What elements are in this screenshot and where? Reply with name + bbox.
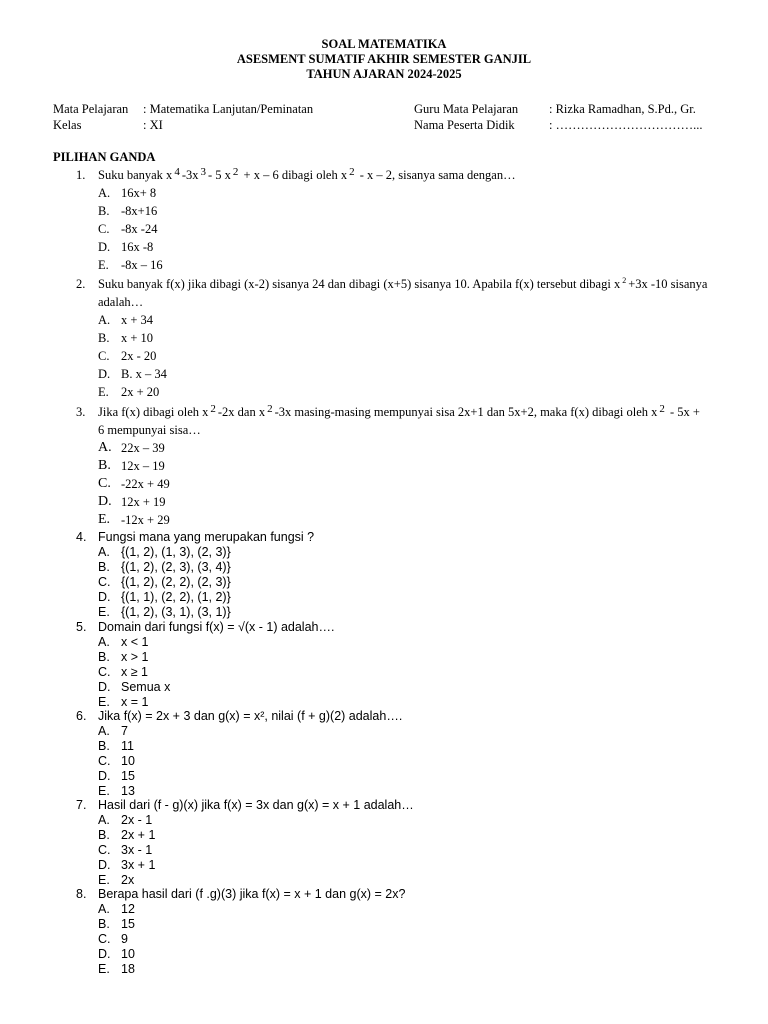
option-e[interactable] — [0, 605, 768, 620]
class-label: Kelas — [53, 118, 82, 132]
option-text: 2x - 1 — [121, 813, 153, 827]
option-letter: D. — [98, 858, 111, 872]
option-b[interactable] — [0, 202, 768, 220]
option-text: 12 — [121, 902, 135, 916]
option-letter: E. — [98, 784, 110, 798]
question-number: 7. — [76, 798, 87, 812]
question-text: Fungsi mana yang merupakan fungsi ? — [98, 530, 315, 544]
option-letter: D. — [98, 590, 111, 604]
exam-header — [0, 37, 768, 82]
question-text-part: Jika f(x) dibagi oleh x — [98, 405, 209, 419]
option-b[interactable] — [0, 739, 768, 754]
option-letter: C. — [98, 932, 111, 946]
question-text: Hasil dari (f - g)(x) jika f(x) = 3x dan g(x) = x + 1 adalah… — [98, 798, 414, 812]
option-text: x + 34 — [121, 313, 154, 327]
option-d[interactable] — [0, 680, 768, 695]
question-text: Domain dari fungsi f(x) = √(x - 1) adalah…. — [98, 620, 335, 634]
question-text-part: + x – 6 dibagi oleh x — [240, 168, 348, 182]
option-text: 10 — [121, 947, 135, 961]
option-letter: B. — [98, 828, 110, 842]
option-a[interactable] — [0, 635, 768, 650]
option-letter: C. — [98, 476, 111, 491]
option-text: -22x + 49 — [121, 477, 170, 491]
option-text: {(1, 2), (1, 3), (2, 3)} — [121, 545, 231, 559]
option-b[interactable] — [0, 828, 768, 843]
question-text-part: - 5x + — [666, 405, 700, 419]
question-2 — [0, 275, 768, 401]
option-text: 2x + 20 — [121, 385, 160, 399]
option-text: 18 — [121, 962, 135, 976]
question-text: Berapa hasil dari (f .g)(3) jika f(x) = x + 1 dan g(x) = 2x? — [98, 887, 406, 901]
question-line — [0, 403, 768, 421]
option-c[interactable] — [0, 220, 768, 238]
option-letter: C. — [98, 349, 110, 363]
question-text-part: -3x — [181, 168, 199, 182]
option-text: 2x + 1 — [121, 828, 156, 842]
option-text: {(1, 2), (2, 3), (3, 4)} — [121, 560, 231, 574]
option-letter: A. — [98, 186, 111, 200]
option-letter: E. — [98, 385, 109, 399]
question-text-part: - x – 2, sisanya sama dengan… — [356, 168, 516, 182]
option-b[interactable] — [0, 560, 768, 575]
option-letter: B. — [98, 917, 110, 931]
option-letter: C. — [98, 843, 111, 857]
option-text: -12x + 29 — [121, 513, 170, 527]
option-text: 13 — [121, 784, 135, 798]
option-letter: C. — [98, 665, 111, 679]
option-b[interactable] — [0, 329, 768, 347]
option-e[interactable] — [0, 383, 768, 401]
question-line — [0, 275, 768, 293]
option-text: 16x+ 8 — [121, 186, 157, 200]
exponent: 2 — [659, 403, 665, 415]
option-letter: A. — [98, 724, 110, 738]
question-text-part: -3x masing-masing mempunyai sisa 2x+1 dan 5x+2, maka f(x) dibagi oleh x — [274, 405, 658, 419]
question-text — [98, 166, 516, 185]
option-text: -8x – 16 — [121, 258, 163, 272]
exponent: 2 — [232, 166, 239, 178]
option-letter: C. — [98, 754, 111, 768]
option-e[interactable] — [0, 873, 768, 888]
header-year: TAHUN AJARAN 2024-2025 — [306, 67, 462, 81]
option-text: -8x+16 — [121, 204, 158, 218]
option-d[interactable] — [0, 238, 768, 256]
option-text: 10 — [121, 754, 135, 768]
option-letter: B. — [98, 560, 110, 574]
option-letter: B. — [98, 458, 111, 473]
option-letter: E. — [98, 512, 111, 527]
option-letter: B. — [98, 331, 110, 345]
question-number: 1. — [76, 168, 86, 182]
question-number: 6. — [76, 709, 87, 723]
question-number: 2. — [76, 277, 86, 291]
exponent: 2 — [210, 403, 216, 415]
option-letter: C. — [98, 575, 111, 589]
option-text: {(1, 1), (2, 2), (1, 2)} — [121, 590, 231, 604]
question-text-part: +3x -10 sisanya — [628, 277, 708, 291]
option-text: -8x -24 — [121, 222, 158, 236]
option-d[interactable] — [0, 947, 768, 962]
subject-value: : Matematika Lanjutan/Peminatan — [143, 102, 314, 116]
option-letter: D. — [98, 367, 111, 381]
question-line — [0, 166, 768, 184]
question-1 — [0, 166, 768, 274]
question-number: 4. — [76, 530, 87, 544]
option-a[interactable] — [0, 902, 768, 917]
option-c[interactable] — [0, 754, 768, 769]
option-letter: B. — [98, 739, 110, 753]
option-d[interactable] — [0, 858, 768, 873]
option-c[interactable] — [0, 575, 768, 590]
question-text-continued: 6 mempunyai sisa… — [98, 423, 201, 437]
teacher-label: Guru Mata Pelajaran — [414, 102, 519, 116]
option-letter: E. — [98, 605, 110, 619]
option-text: 15 — [121, 769, 135, 783]
option-letter: A. — [98, 635, 110, 649]
option-letter: E. — [98, 962, 110, 976]
option-text: 3x + 1 — [121, 858, 156, 872]
option-d[interactable] — [0, 769, 768, 784]
question-3 — [0, 403, 768, 529]
option-e[interactable] — [0, 784, 768, 799]
option-e[interactable] — [0, 511, 768, 529]
option-letter: A. — [98, 313, 111, 327]
header-subtitle: ASESMENT SUMATIF AKHIR SEMESTER GANJIL — [236, 52, 532, 66]
option-text: {(1, 2), (2, 2), (2, 3)} — [121, 575, 231, 589]
option-text: x > 1 — [121, 650, 149, 664]
question-4 — [0, 530, 768, 620]
option-text: 11 — [121, 739, 134, 753]
option-letter: A. — [98, 440, 112, 455]
option-text: 2x - 20 — [121, 349, 157, 363]
option-text: 16x -8 — [121, 240, 154, 254]
option-letter: D. — [98, 947, 111, 961]
exponent: 2 — [267, 403, 273, 415]
question-line — [0, 620, 768, 635]
class-value: : XI — [143, 118, 163, 132]
exponent: 2 — [622, 276, 627, 285]
option-text: x = 1 — [121, 695, 149, 709]
question-line — [0, 530, 768, 545]
option-b[interactable] — [0, 650, 768, 665]
option-letter: E. — [98, 258, 109, 272]
option-a[interactable] — [0, 311, 768, 329]
option-text: 2x — [121, 873, 135, 887]
question-7 — [0, 798, 768, 888]
option-a[interactable] — [0, 545, 768, 560]
option-b[interactable] — [0, 457, 768, 475]
option-text: 12x – 19 — [121, 459, 165, 473]
option-letter: B. — [98, 650, 110, 664]
option-text: x + 10 — [121, 331, 154, 345]
option-letter: E. — [98, 695, 110, 709]
option-text: Semua x — [121, 680, 171, 694]
question-text-part: - 5 x — [207, 168, 231, 182]
exponent: 4 — [174, 166, 180, 178]
exponent: 2 — [349, 166, 355, 178]
header-title: SOAL MATEMATIKA — [321, 37, 447, 51]
question-6 — [0, 709, 768, 799]
question-text-part: Suku banyak x — [98, 168, 173, 182]
option-text: 9 — [121, 932, 128, 946]
option-d[interactable] — [0, 590, 768, 605]
option-text: x < 1 — [121, 635, 149, 649]
option-letter: B. — [98, 204, 110, 218]
exam-meta — [53, 101, 733, 133]
option-letter: A. — [98, 813, 110, 827]
option-text: 7 — [121, 724, 128, 738]
option-letter: A. — [98, 902, 110, 916]
option-letter: D. — [98, 494, 112, 509]
question-text: Jika f(x) = 2x + 3 dan g(x) = x², nilai (f + g)(2) adalah…. — [98, 709, 403, 723]
option-text: 22x – 39 — [121, 441, 165, 455]
option-letter: E. — [98, 873, 110, 887]
question-line-continued — [0, 293, 768, 311]
question-line — [0, 709, 768, 724]
option-c[interactable] — [0, 475, 768, 493]
option-a[interactable] — [0, 724, 768, 739]
question-line — [0, 798, 768, 813]
option-letter: C. — [98, 222, 110, 236]
subject-label: Mata Pelajaran — [53, 102, 129, 116]
option-letter: A. — [98, 545, 110, 559]
section-title: PILIHAN GANDA — [53, 150, 156, 164]
question-number: 3. — [76, 405, 86, 419]
option-d[interactable] — [0, 493, 768, 511]
option-text: x ≥ 1 — [121, 665, 149, 679]
exponent: 3 — [200, 166, 206, 178]
option-letter: D. — [98, 680, 111, 694]
option-c[interactable] — [0, 843, 768, 858]
option-text: 3x - 1 — [121, 843, 153, 857]
option-a[interactable] — [0, 439, 768, 457]
question-5 — [0, 620, 768, 710]
option-d[interactable] — [0, 365, 768, 383]
option-c[interactable] — [0, 932, 768, 947]
question-text — [98, 275, 707, 295]
question-8 — [0, 887, 768, 977]
student-label: Nama Peserta Didik — [414, 118, 515, 132]
option-a[interactable] — [0, 813, 768, 828]
option-e[interactable] — [0, 256, 768, 274]
question-text-part: Suku banyak f(x) jika dibagi (x-2) sisanya 24 dan dibagi (x+5) sisanya 10. Apabila f(x) tersebut dibagi x — [98, 277, 621, 291]
question-line — [0, 887, 768, 902]
question-number: 5. — [76, 620, 87, 634]
option-b[interactable] — [0, 917, 768, 932]
option-text: B. x – 34 — [121, 367, 167, 381]
question-number: 8. — [76, 887, 87, 901]
option-a[interactable] — [0, 184, 768, 202]
option-text: 15 — [121, 917, 135, 931]
meta-row-class — [53, 117, 733, 133]
option-text: 12x + 19 — [121, 495, 166, 509]
student-name-field: : ……………………………... — [549, 118, 703, 132]
option-letter: D. — [98, 240, 111, 254]
option-c[interactable] — [0, 665, 768, 680]
option-text: {(1, 2), (3, 1), (3, 1)} — [121, 605, 231, 619]
option-letter: D. — [98, 769, 111, 783]
question-text-part: -2x dan x — [217, 405, 266, 419]
option-e[interactable] — [0, 695, 768, 710]
question-text — [98, 403, 700, 422]
option-c[interactable] — [0, 347, 768, 365]
option-e[interactable] — [0, 962, 768, 977]
question-text-continued: adalah… — [98, 295, 144, 309]
question-line-continued — [0, 421, 768, 439]
teacher-value: : Rizka Ramadhan, S.Pd., Gr. — [549, 102, 696, 116]
meta-row-subject — [53, 101, 733, 117]
